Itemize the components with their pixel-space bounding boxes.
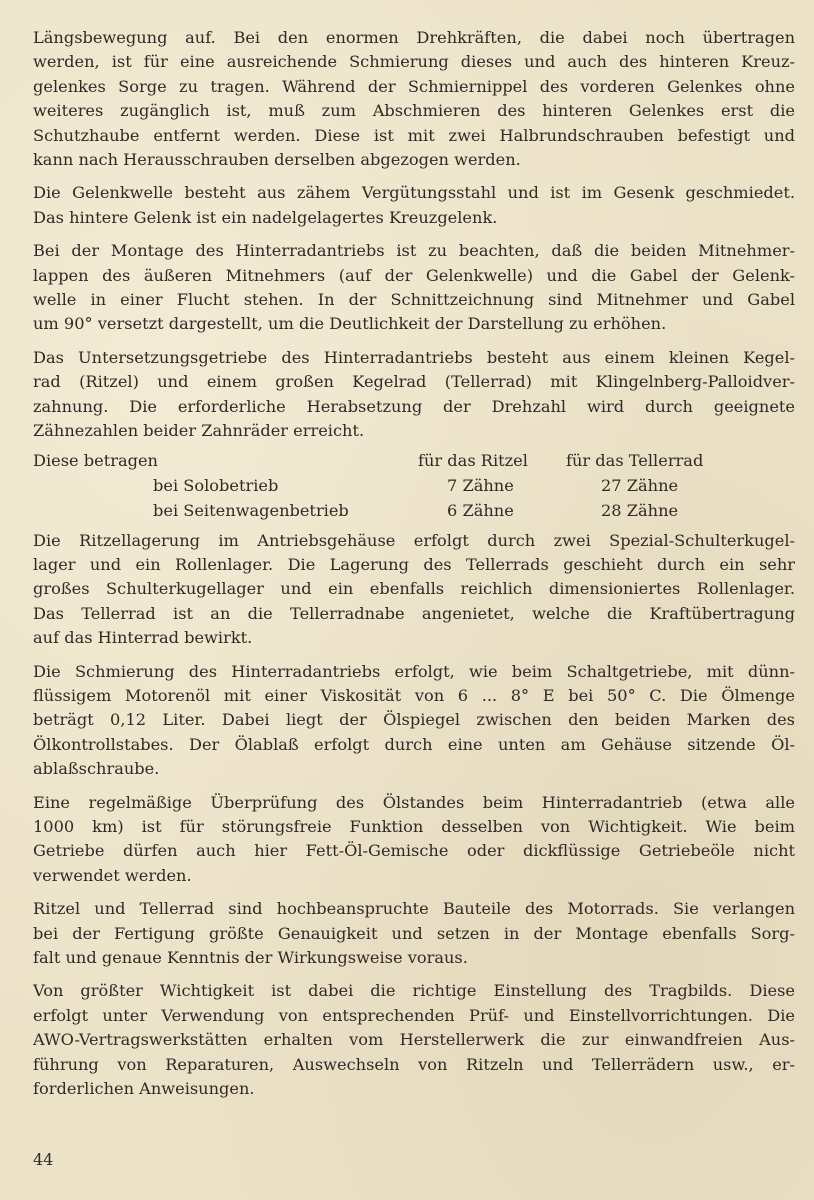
text-line: Das Tellerrad ist an die Tellerradnabe angenietet, welche die Kraftübertragung <box>33 603 795 623</box>
text-line: Das hintere Gelenk ist ein nadelgelagertes Kreuzgelenk. <box>33 207 498 227</box>
paragraph-gelenk-schmierung <box>33 26 795 172</box>
text-line: Ritzel und Tellerrad sind hochbeanspruchte Bauteile des Motorrads. Sie verlangen <box>33 899 795 919</box>
text-line: ablaßschraube. <box>33 759 160 779</box>
text-line: Das Untersetzungsgetriebe des Hinterradantriebs besteht aus einem kleinen Kegel- <box>33 347 795 367</box>
paragraph-untersetzungsgetriebe <box>33 346 795 444</box>
text-line: erfolgt unter Verwendung von entsprechenden Prüf- und Einstellvorrichtungen. Die <box>33 1005 795 1025</box>
paragraph-oelstand <box>33 791 795 889</box>
ritzel-value: 7 Zähne <box>447 475 514 495</box>
text-line: Die Schmierung des Hinterradantriebs erfolgt, wie beim Schaltgetriebe, mit dünn- <box>33 661 795 681</box>
table-row <box>33 498 795 523</box>
text-line: führung von Reparaturen, Auswechseln von Ritzeln und Tellerrädern usw., er- <box>33 1054 795 1074</box>
text-line: forderlichen Anweisungen. <box>33 1079 255 1099</box>
text-line: werden, ist für eine ausreichende Schmierung dieses und auch des hinteren Kreuz- <box>33 52 795 72</box>
text-line: Von größter Wichtigkeit ist dabei die richtige Einstellung des Tragbilds. Diese <box>33 981 795 1001</box>
paragraph-ritzel-tellerrad <box>33 897 795 970</box>
ritzel-value: 6 Zähne <box>447 500 514 520</box>
text-line: rad (Ritzel) und einem großen Kegelrad (Tellerrad) mit Klingelnberg-Palloidver- <box>33 372 795 392</box>
text-line: lager und ein Rollenlager. Die Lagerung des Tellerrads geschieht durch ein sehr <box>33 554 795 574</box>
column-header-tellerrad: für das Tellerrad <box>566 450 704 470</box>
paragraph-gelenkwelle <box>33 181 795 230</box>
text-line: Bei der Montage des Hinterradantriebs ist zu beachten, daß die beiden Mitnehmer- <box>33 241 795 261</box>
table-row <box>33 473 795 498</box>
text-line: Eine regelmäßige Überprüfung des Ölstandes beim Hinterradantrieb (etwa alle <box>33 792 795 812</box>
text-line: Getriebe dürfen auch hier Fett-Öl-Gemische oder dickflüssige Getriebeöle nicht <box>33 841 795 861</box>
paragraph-schmierung <box>33 660 795 782</box>
text-line: Zähnezahlen beider Zahnräder erreicht. <box>33 421 365 441</box>
text-line: großes Schulterkugellager und ein ebenfalls reichlich dimensioniertes Rollenlager. <box>33 579 795 599</box>
tooth-count-table <box>33 448 795 523</box>
text-line: Ölkontrollstabes. Der Ölablaß erfolgt durch eine unten am Gehäuse sitzende Öl- <box>33 734 795 754</box>
text-line: kann nach Herausschrauben derselben abgezogen werden. <box>33 150 521 170</box>
text-line: 1000 km) ist für störungsfreie Funktion desselben von Wichtigkeit. Wie beim <box>33 816 795 836</box>
paragraph-montage <box>33 239 795 337</box>
column-header-ritzel: für das Ritzel <box>418 450 528 470</box>
paragraph-ritzellagerung <box>33 529 795 651</box>
text-line: zahnung. Die erforderliche Herabsetzung der Drehzahl wird durch geeignete <box>33 396 795 416</box>
text-line: AWO-Vertragswerkstätten erhalten vom Herstellerwerk die zur einwandfreien Aus- <box>33 1030 795 1050</box>
text-line: verwendet werden. <box>33 865 192 885</box>
text-line: welle in einer Flucht stehen. In der Schnittzeichnung sind Mitnehmer und Gabel <box>33 290 795 310</box>
table-intro: Diese betragen <box>33 450 158 470</box>
text-line: weiteres zugänglich ist, muß zum Abschmieren des hinteren Gelenkes erst die <box>33 101 795 121</box>
text-line: um 90° versetzt dargestellt, um die Deutlichkeit der Darstellung zu erhöhen. <box>33 314 667 334</box>
tellerrad-value: 27 Zähne <box>601 475 679 495</box>
page-number: 44 <box>33 1150 54 1169</box>
paragraph-tragbild <box>33 979 795 1101</box>
text-line: bei der Fertigung größte Genauigkeit und setzen in der Montage ebenfalls Sorg- <box>33 923 795 943</box>
row-label: bei Solobetrieb <box>153 475 279 495</box>
text-line: flüssigem Motorenöl mit einer Viskosität von 6 ... 8° E bei 50° C. Die Ölmenge <box>33 685 795 705</box>
text-line: lappen des äußeren Mitnehmers (auf der Gelenkwelle) und die Gabel der Gelenk- <box>33 265 795 285</box>
text-line: auf das Hinterrad bewirkt. <box>33 628 253 648</box>
row-label: bei Seitenwagenbetrieb <box>153 500 349 520</box>
text-line: falt und genaue Kenntnis der Wirkungsweise voraus. <box>33 948 468 967</box>
tellerrad-value: 28 Zähne <box>601 500 679 520</box>
table-header-row <box>33 448 795 473</box>
text-line: Schutzhaube entfernt werden. Diese ist mit zwei Halbrundschrauben befestigt und <box>33 125 795 145</box>
text-line: Längsbewegung auf. Bei den enormen Drehkräften, die dabei noch übertragen <box>33 28 795 47</box>
text-line: beträgt 0,12 Liter. Dabei liegt der Ölspiegel zwischen den beiden Marken des <box>33 710 795 730</box>
text-line: gelenkes Sorge zu tragen. Während der Schmiernippel des vorderen Gelenkes ohne <box>33 76 795 96</box>
text-line: Die Ritzellagerung im Antriebsgehäuse erfolgt durch zwei Spezial-Schulterkugel- <box>33 530 795 550</box>
text-line: Die Gelenkwelle besteht aus zähem Vergütungsstahl und ist im Gesenk geschmiedet. <box>33 183 795 203</box>
document-page <box>33 26 795 1110</box>
